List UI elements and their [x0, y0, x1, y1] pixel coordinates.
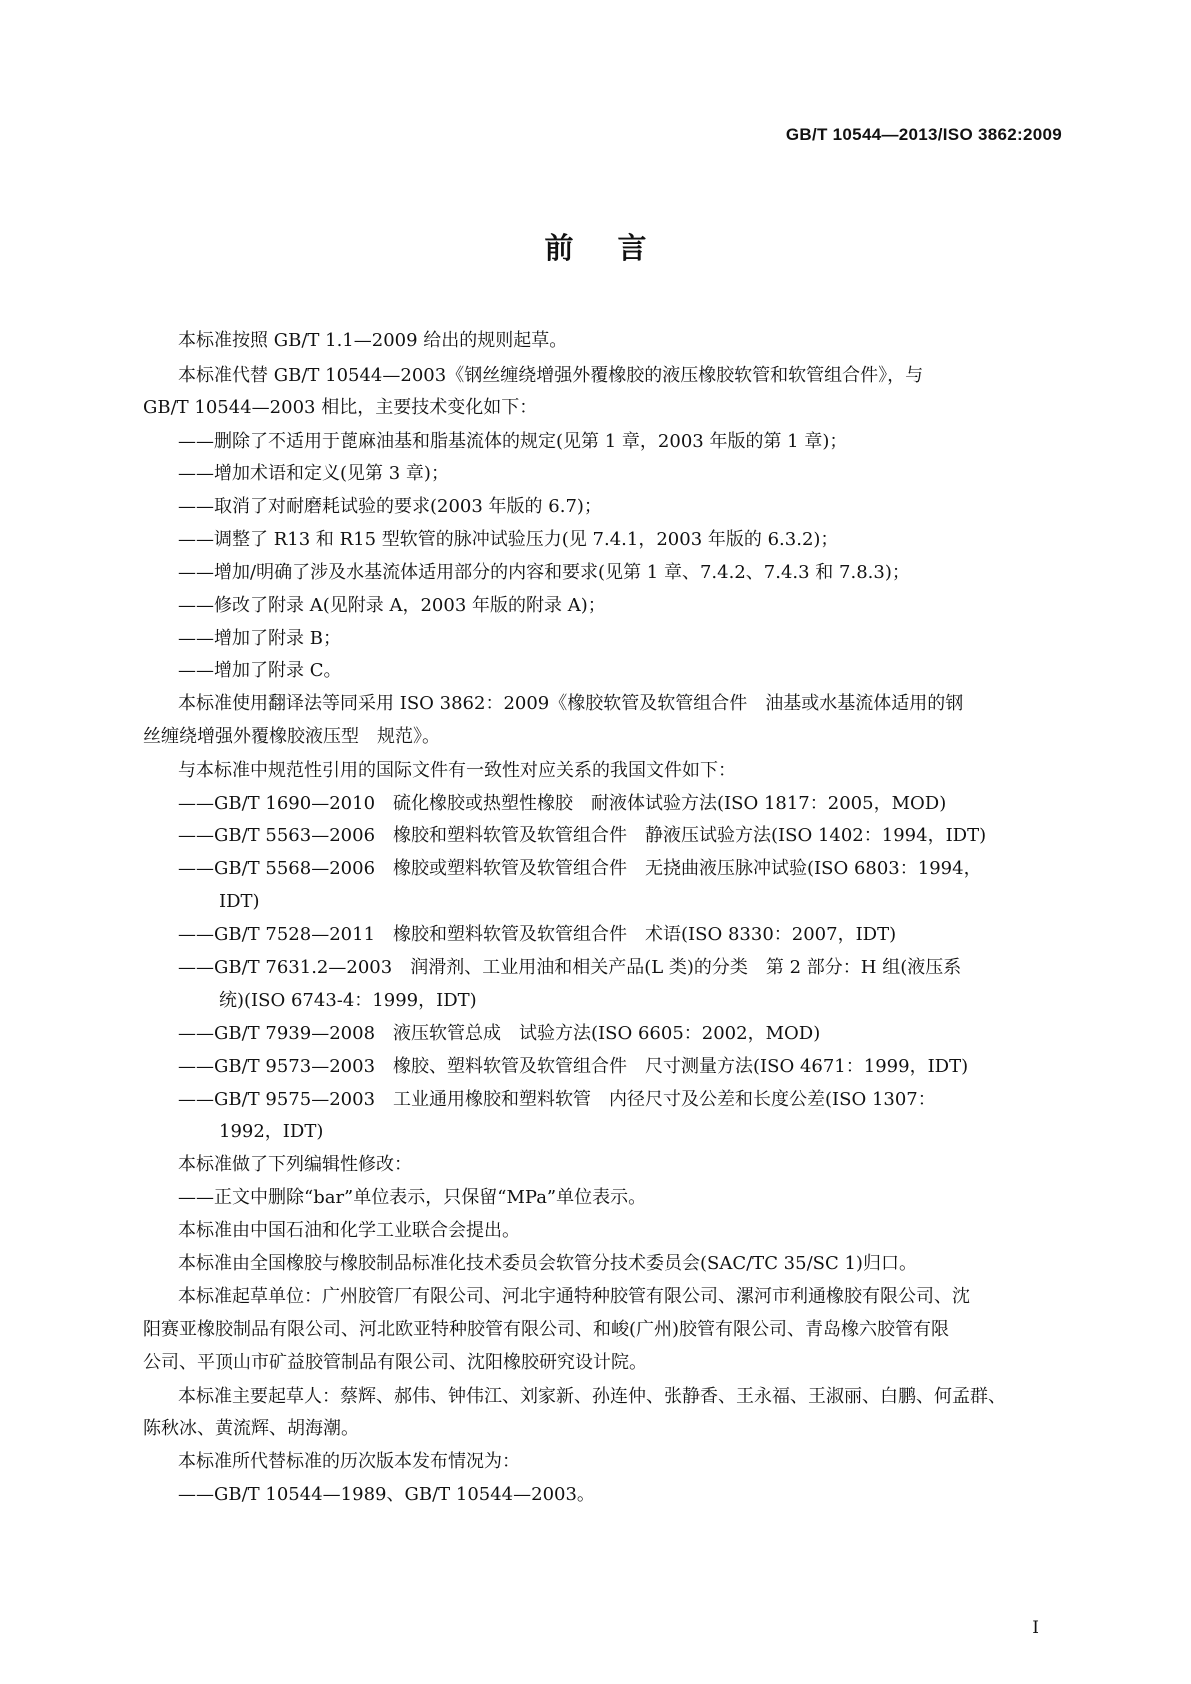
reference-item: ——GB/T 7528—2011 橡胶和塑料软管及软管组合件 术语(ISO 8330：2007，IDT)	[178, 924, 897, 945]
reference-item: ——GB/T 1690—2010 硫化橡胶或热塑性橡胶 耐液体试验方法(ISO 1817：2005，MOD)	[178, 793, 947, 814]
reference-item: ——GB/T 5568—2006 橡胶或塑料软管及软管组合件 无挠曲液压脉冲试验(ISO 6803：1994，	[178, 858, 982, 879]
change-item: ——删除了不适用于蓖麻油基和脂基流体的规定(见第 1 章，2003 年版的第 1 章)；	[178, 431, 848, 452]
change-item: ——增加了附录 C。	[178, 660, 342, 681]
change-item: ——增加/明确了涉及水基流体适用部分的内容和要求(见第 1 章、7.4.2、7.4.3 和 7.8.3)；	[178, 562, 910, 583]
reference-item-continuation: IDT)	[219, 891, 260, 912]
paragraph-replaces-line-1: 本标准代替 GB/T 10544—2003《钢丝缠绕增强外覆橡胶的液压橡胶软管和软管组合件》，与	[178, 365, 924, 386]
reference-item: ——GB/T 9573—2003 橡胶、塑料软管及软管组合件 尺寸测量方法(ISO 4671：1999，IDT)	[178, 1056, 969, 1077]
paragraph-drafting-units-line-1: 本标准起草单位：广州胶管厂有限公司、河北宇通特种胶管有限公司、漯河市利通橡胶有限公司、沈	[178, 1286, 970, 1307]
reference-item-continuation: 1992，IDT)	[219, 1121, 324, 1142]
change-item: ——增加术语和定义(见第 3 章)；	[178, 463, 449, 484]
reference-item: ——GB/T 7939—2008 液压软管总成 试验方法(ISO 6605：2002，MOD)	[178, 1023, 821, 1044]
paragraph-drafters-line-2: 陈秋冰、黄流辉、胡海潮。	[143, 1418, 359, 1439]
paragraph-drafting-units-line-3: 公司、平顶山市矿益胶管制品有限公司、沈阳橡胶研究设计院。	[143, 1352, 647, 1373]
paragraph-drafters-line-1: 本标准主要起草人：蔡辉、郝伟、钟伟江、刘家新、孙连仲、张静香、王永福、王淑丽、白鹏、何孟群、	[178, 1386, 1006, 1407]
paragraph-editorial-intro: 本标准做了下列编辑性修改：	[178, 1154, 412, 1175]
paragraph-drafting-units-line-2: 阳赛亚橡胶制品有限公司、河北欧亚特种胶管有限公司、和峻(广州)胶管有限公司、青岛橡六胶管有限	[143, 1319, 950, 1340]
change-item: ——调整了 R13 和 R15 型软管的脉冲试验压力(见 7.4.1，2003 年版的 6.3.2)；	[178, 529, 839, 550]
reference-item: ——GB/T 7631.2—2003 润滑剂、工业用油和相关产品(L 类)的分类 第 2 部分：H 组(液压系	[178, 957, 962, 978]
previous-editions-item: ——GB/T 10544—1989、GB/T 10544—2003。	[178, 1484, 595, 1505]
paragraph-previous-editions-intro: 本标准所代替标准的历次版本发布情况为：	[178, 1451, 520, 1472]
paragraph-references-intro: 与本标准中规范性引用的国际文件有一致性对应关系的我国文件如下：	[178, 760, 736, 781]
standard-number-header: GB/T 10544—2013/ISO 3862:2009	[785, 125, 1062, 144]
page-title: 前言	[544, 231, 691, 265]
reference-item-continuation: 统)(ISO 6743-4：1999，IDT)	[219, 990, 477, 1011]
change-item: ——修改了附录 A(见附录 A，2003 年版的附录 A)；	[178, 595, 606, 616]
page-number: I	[1032, 1618, 1039, 1638]
change-item: ——增加了附录 B；	[178, 628, 341, 649]
paragraph-drafting-rules: 本标准按照 GB/T 1.1—2009 给出的规则起草。	[178, 330, 568, 351]
paragraph-centralized-by: 本标准由全国橡胶与橡胶制品标准化技术委员会软管分技术委员会(SAC/TC 35/SC 1)归口。	[178, 1253, 917, 1274]
reference-item: ——GB/T 5563—2006 橡胶和塑料软管及软管组合件 静液压试验方法(ISO 1402：1994，IDT)	[178, 825, 987, 846]
paragraph-adoption-line-2: 丝缠绕增强外覆橡胶液压型 规范》。	[143, 726, 440, 747]
paragraph-adoption-line-1: 本标准使用翻译法等同采用 ISO 3862：2009《橡胶软管及软管组合件 油基或水基流体适用的钢	[178, 693, 964, 714]
paragraph-proposed-by: 本标准由中国石油和化学工业联合会提出。	[178, 1220, 520, 1241]
change-item: ——取消了对耐磨耗试验的要求(2003 年版的 6.7)；	[178, 496, 602, 517]
paragraph-replaces-line-2: GB/T 10544—2003 相比，主要技术变化如下：	[143, 397, 538, 418]
reference-item: ——GB/T 9575—2003 工业通用橡胶和塑料软管 内径尺寸及公差和长度公差(ISO 1307：	[178, 1089, 936, 1110]
editorial-item: ——正文中删除“bar”单位表示，只保留“MPa”单位表示。	[178, 1187, 647, 1208]
